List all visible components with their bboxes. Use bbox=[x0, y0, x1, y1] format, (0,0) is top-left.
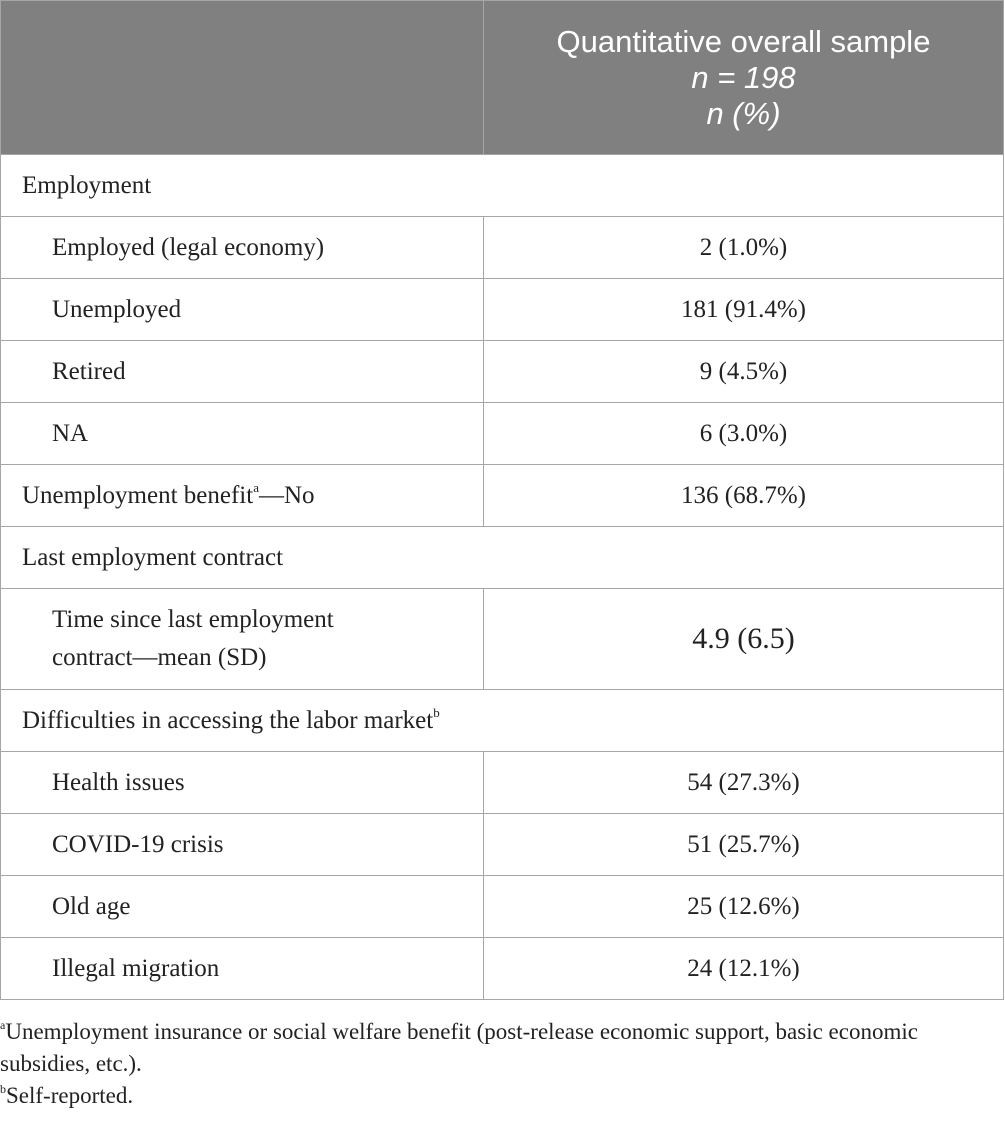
row-value: 4.9 (6.5) bbox=[484, 589, 1004, 690]
header-sample-cell bbox=[484, 1, 1004, 155]
section-label: Last employment contract bbox=[1, 527, 1004, 589]
header-sample-size: n = 198 bbox=[691, 59, 796, 95]
row-label: COVID-19 crisis bbox=[1, 814, 484, 876]
table-row bbox=[1, 403, 1004, 465]
row-label-suffix: —No bbox=[258, 481, 315, 509]
table-row bbox=[1, 465, 1004, 527]
row-value: 136 (68.7%) bbox=[484, 465, 1004, 527]
header-title: Quantitative overall sample bbox=[556, 23, 931, 59]
header-unit: n (%) bbox=[706, 95, 781, 131]
section-label bbox=[1, 690, 1004, 752]
row-value: 54 (27.3%) bbox=[484, 752, 1004, 814]
row-value: 6 (3.0%) bbox=[484, 403, 1004, 465]
footnote-marker: a bbox=[253, 479, 259, 495]
row-label-text: Unemployment benefit bbox=[22, 481, 254, 509]
row-label bbox=[1, 465, 484, 527]
footnote-a-text: Unemployment insurance or social welfare benefit (post-release economic support, basic economic subsidies, etc.). bbox=[0, 1019, 918, 1076]
footnote-b bbox=[0, 1080, 1000, 1112]
row-value: 51 (25.7%) bbox=[484, 814, 1004, 876]
table-row bbox=[1, 589, 1004, 690]
footnote-a-marker: a bbox=[0, 1018, 6, 1032]
section-row-last-contract bbox=[1, 527, 1004, 589]
row-value: 9 (4.5%) bbox=[484, 341, 1004, 403]
section-row-employment bbox=[1, 155, 1004, 217]
row-value: 25 (12.6%) bbox=[484, 876, 1004, 938]
footnote-a bbox=[0, 1016, 1000, 1080]
table-footnotes bbox=[0, 1016, 1000, 1112]
table-row bbox=[1, 217, 1004, 279]
section-row-difficulties bbox=[1, 690, 1004, 752]
table-row bbox=[1, 938, 1004, 1000]
row-label-line1: Time since last employment bbox=[52, 606, 334, 633]
table-row bbox=[1, 341, 1004, 403]
footnote-marker: b bbox=[433, 704, 440, 720]
section-label-text: Difficulties in accessing the labor market bbox=[22, 706, 434, 734]
row-value: 2 (1.0%) bbox=[484, 217, 1004, 279]
row-label: Retired bbox=[1, 341, 484, 403]
row-label: NA bbox=[1, 403, 484, 465]
footnote-b-text: Self-reported. bbox=[6, 1083, 134, 1108]
row-value: 24 (12.1%) bbox=[484, 938, 1004, 1000]
row-label: Old age bbox=[1, 876, 484, 938]
footnote-b-marker: b bbox=[0, 1082, 6, 1096]
table-row bbox=[1, 279, 1004, 341]
row-label: Health issues bbox=[1, 752, 484, 814]
table-row bbox=[1, 752, 1004, 814]
table-row bbox=[1, 814, 1004, 876]
row-label: Illegal migration bbox=[1, 938, 484, 1000]
header-empty-cell bbox=[1, 1, 484, 155]
row-label: Unemployed bbox=[1, 279, 484, 341]
section-label: Employment bbox=[1, 155, 1004, 217]
row-value: 181 (91.4%) bbox=[484, 279, 1004, 341]
row-label bbox=[1, 589, 484, 690]
table-row bbox=[1, 876, 1004, 938]
row-label-line2: contract—mean (SD) bbox=[52, 644, 267, 671]
table-header-row bbox=[1, 1, 1004, 155]
row-label: Employed (legal economy) bbox=[1, 217, 484, 279]
